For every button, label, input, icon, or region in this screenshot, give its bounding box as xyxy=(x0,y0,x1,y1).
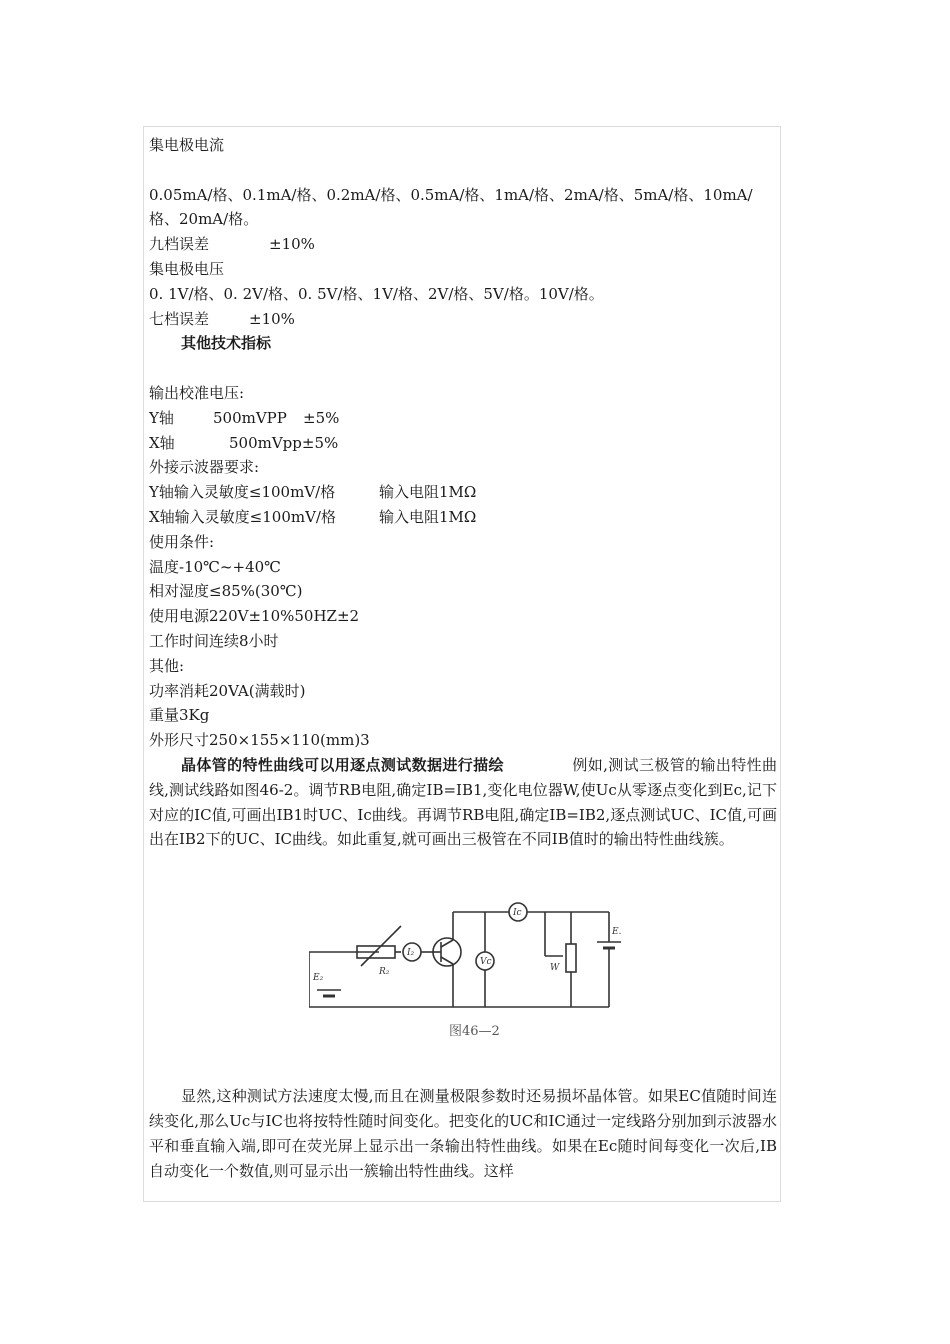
ib-label: I₂ xyxy=(407,948,415,959)
label: 九档误差 xyxy=(149,235,210,254)
label: Y轴 xyxy=(149,408,174,427)
text-line: 功率消耗20VA(满载时) xyxy=(149,681,306,700)
text-line: 重量3Kg xyxy=(149,706,210,725)
text-line xyxy=(149,505,777,530)
value: 输入电阻1MΩ xyxy=(379,507,477,526)
text-line: 外形尺寸250×155×110(mm)3 xyxy=(149,731,370,750)
paragraph xyxy=(149,753,777,852)
label: 七档误差 xyxy=(149,309,210,328)
rb-label: R₂ xyxy=(379,967,390,978)
value: ±10% xyxy=(269,235,315,254)
value: ±10% xyxy=(249,309,295,328)
text-line: 其他: xyxy=(149,656,185,675)
value: 500mVpp±5% xyxy=(229,433,339,452)
value: 输入电阻1MΩ xyxy=(379,483,477,502)
text-line xyxy=(149,431,777,456)
text-line: 外接示波器要求: xyxy=(149,458,260,477)
text-line: 相对湿度≤85%(30℃) xyxy=(149,582,303,601)
paragraph-text: 例如,测试三极管的输出特性曲线,测试线路如图46-2。调节RB电阻,确定IB=IB1,变化电位器W,使Uc从零逐点变化到Ec,记下对应的IC值,可画出IB1时UC、Ic曲线。再调节RB电阻,确定IB=IB2,逐点测试UC、IC值,可画出在IB2下的UC、IC曲线。如此重复,就可画出三极管在不同IB值时的输出特性曲线簇。 xyxy=(149,755,777,849)
circuit-diagram xyxy=(309,882,629,1022)
text-line: 温度-10℃~+40℃ xyxy=(149,557,281,576)
vc-label: Vc xyxy=(480,957,492,968)
text-line: 0. 1V/格、0. 2V/格、0. 5V/格、1V/格、2V/格、5V/格。10V/格。 xyxy=(149,284,604,303)
text-line xyxy=(149,480,777,505)
text-line: 0.05mA/格、0.1mA/格、0.2mA/格、0.5mA/格、1mA/格、2mA/格、5mA/格、10mA/ xyxy=(149,185,753,204)
text-line: 格、20mA/格。 xyxy=(149,210,259,229)
label: X轴 xyxy=(149,433,175,452)
paragraph-lead: 晶体管的特性曲线可以用逐点测试数据进行描绘 xyxy=(181,755,504,774)
value: ±5% xyxy=(303,408,340,427)
ic-label: Ic xyxy=(513,908,522,919)
text-line xyxy=(149,307,777,332)
text-line: 使用条件: xyxy=(149,532,215,551)
eb-label: E₂ xyxy=(313,973,324,984)
text-line: 集电极电流 xyxy=(149,136,225,154)
text-line: 工作时间连续8小时 xyxy=(149,631,279,650)
ec-label: E. xyxy=(612,927,622,938)
figure-caption: 图46—2 xyxy=(449,1024,500,1040)
document-content xyxy=(149,133,777,1183)
text-line xyxy=(149,232,777,257)
text-line: 输出校准电压: xyxy=(149,383,245,402)
paragraph: 显然,这种测试方法速度太慢,而且在测量极限参数时还易损坏晶体管。如果EC值随时间连续变化,那么Uc与IC也将按特性随时间变化。把变化的UC和IC通过一定线路分别加到示波器水平和垂直输入端,即可在荧光屏上显示出一条输出特性曲线。如果在Ec随时间每变化一次后,IB自动变化一个数值,则可显示出一簇输出特性曲线。这样 xyxy=(149,1087,777,1180)
text-line: 使用电源220V±10%50HZ±2 xyxy=(149,607,360,626)
text-line: 集电极电压 xyxy=(149,259,225,278)
w-label: W xyxy=(550,963,560,974)
document-frame xyxy=(143,126,781,1202)
circuit-figure xyxy=(149,868,777,1068)
label: Y轴输入灵敏度≤100mV/格 xyxy=(149,483,336,502)
label: X轴输入灵敏度≤100mV/格 xyxy=(149,507,336,526)
section-heading: 其他技术指标 xyxy=(181,334,272,353)
text-line xyxy=(149,406,777,431)
value: 500mVPP xyxy=(213,408,287,427)
